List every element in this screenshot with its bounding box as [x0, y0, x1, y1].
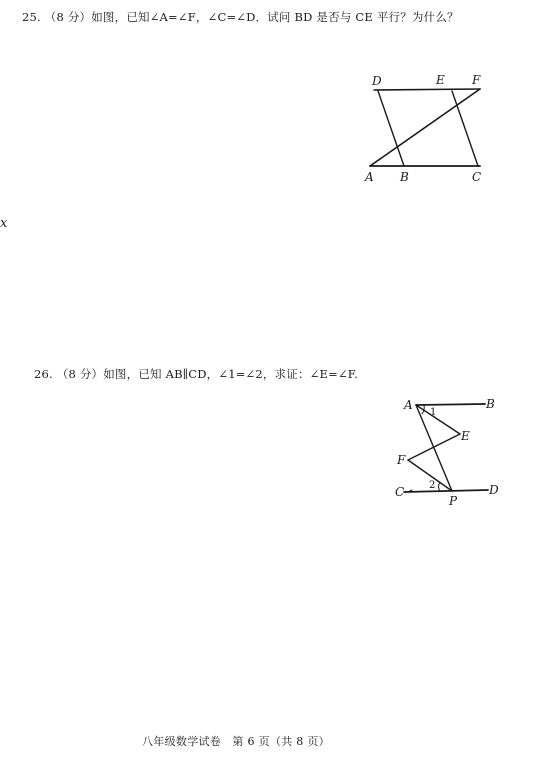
line-EC [452, 91, 478, 166]
label-F: F [397, 453, 406, 467]
angle-1-label: 1 [430, 407, 437, 418]
line-AF [370, 89, 480, 166]
question-25-text: 25. （8 分）如图，已知∠A=∠F，∠C=∠D．试问 BD 是否与 CE 平行？为什么？ [22, 10, 459, 24]
question-25-figure [360, 70, 500, 190]
line-CD [404, 490, 488, 492]
line-DF [374, 89, 480, 90]
label-B: B [486, 397, 495, 411]
label-A: A [365, 170, 374, 184]
question-26-figure [390, 392, 510, 512]
label-D: D [372, 74, 382, 88]
question-26-text: 26. （8 分）如图，已知 AB∥CD，∠1=∠2，求证：∠E=∠F. [34, 367, 359, 381]
label-D: D [489, 483, 499, 497]
label-F: F [472, 73, 481, 87]
label-A: A [404, 398, 413, 412]
figure-26-lines [404, 404, 488, 492]
line-AB [416, 404, 485, 405]
label-C: C [395, 485, 405, 499]
line-DB [378, 91, 404, 166]
label-B: B [400, 170, 409, 184]
label-P: P [449, 494, 458, 508]
page-footer: 八年级数学试卷 第 6 页（共 8 页） [142, 735, 330, 748]
label-E: E [461, 429, 470, 443]
figure-25-lines [370, 89, 480, 166]
label-E: E [436, 73, 445, 87]
angle-2-label: 2 [429, 480, 436, 491]
margin-mark: x [0, 216, 8, 231]
angle-2-arc [439, 482, 441, 491]
label-C: C [472, 170, 482, 184]
